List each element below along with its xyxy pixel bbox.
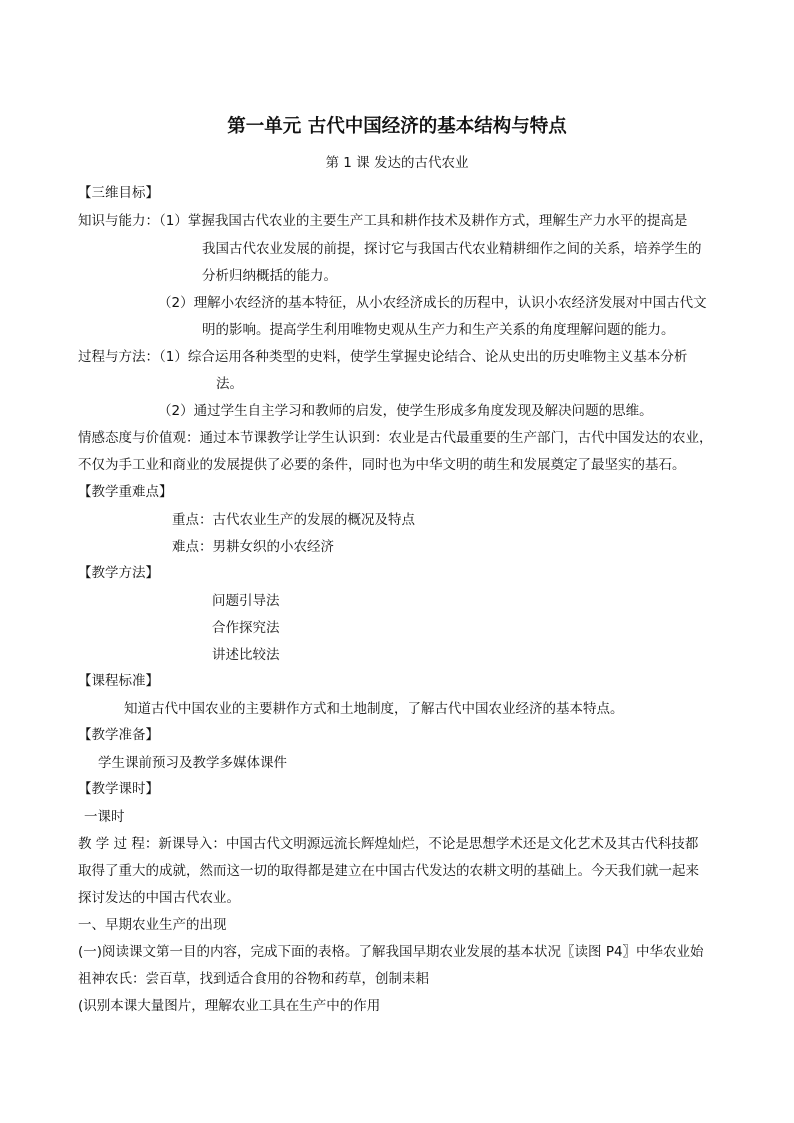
knowledge-goal-1-line-2: 我国古代农业发展的前提，探讨它与我国古代农业精耕细作之间的关系，培养学生的 bbox=[202, 241, 702, 257]
lesson-subtitle: 第 1 课 发达的古代农业 bbox=[325, 155, 469, 171]
standard-text: 知道古代中国农业的主要耕作方式和土地制度，了解古代中国农业经济的基本特点。 bbox=[124, 701, 624, 717]
process-goal-1-line-1: 过程与方法：（1）综合运用各种类型的史料，使学生掌握史论结合、论从史出的历史唯物主义基本分析 bbox=[78, 349, 688, 365]
method-heading: 【教学方法】 bbox=[78, 565, 159, 581]
emotion-goal-line-1: 情感态度与价值观：通过本节课教学让学生认识到：农业是古代最重要的生产部门，古代中国发达的农业， bbox=[78, 430, 713, 446]
key-points-heading: 【教学重难点】 bbox=[78, 484, 173, 500]
knowledge-goal-1-line-1: 知识与能力：（1）掌握我国古代农业的主要生产工具和耕作技术及耕作方式，理解生产力水平的提高是 bbox=[78, 213, 688, 229]
key-point: 重点：古代农业生产的发展的概况及特点 bbox=[172, 512, 415, 528]
method-item: 合作探究法 bbox=[212, 620, 280, 636]
knowledge-goal-2-line-1: （2）理解小农经济的基本特征，从小农经济成长的历程中，认识小农经济发展对中国古代文 bbox=[158, 295, 707, 311]
part-1-line-1: (一)阅读课文第一目的内容，完成下面的表格。了解我国早期农业发展的基本状况〖读图 P4〗中华农业始 bbox=[78, 944, 704, 960]
knowledge-goal-1-line-3: 分析归纳概括的能力。 bbox=[202, 268, 337, 284]
process-goal-1-line-2: 法。 bbox=[216, 376, 243, 392]
emotion-goal-line-2: 不仅为手工业和商业的发展提供了必要的条件，同时也为中华文明的萌生和发展奠定了最坚实的基石。 bbox=[78, 457, 686, 473]
standard-heading: 【课程标准】 bbox=[78, 673, 159, 689]
part-1-line-3: (识别本课大量图片，理解农业工具在生产中的作用 bbox=[78, 998, 381, 1014]
process-goal-2: （2）通过学生自主学习和教师的启发，使学生形成多角度发现及解决问题的思维。 bbox=[158, 403, 653, 419]
hours-heading: 【教学课时】 bbox=[78, 781, 159, 797]
difficult-point: 难点：男耕女织的小农经济 bbox=[172, 539, 334, 555]
hours-text: 一课时 bbox=[84, 809, 125, 825]
knowledge-goal-2-line-2: 明的影响。提高学生利用唯物史观从生产力和生产关系的角度理解问题的能力。 bbox=[202, 322, 675, 338]
part-1-line-2: 祖神农氏：尝百草，找到适合食用的谷物和药草，创制耒耜 bbox=[78, 971, 429, 987]
method-item: 讲述比较法 bbox=[212, 647, 280, 663]
preparation-text: 学生课前预习及教学多媒体课件 bbox=[98, 755, 287, 771]
part-1-heading: 一、早期农业生产的出现 bbox=[78, 917, 227, 933]
goals-heading: 【三维目标】 bbox=[78, 185, 159, 201]
teaching-process-line-1: 教 学 过 程：新课导入：中国古代文明源远流长辉煌灿烂，不论是思想学术还是文化艺术及其古代科技都 bbox=[78, 836, 699, 852]
preparation-heading: 【教学准备】 bbox=[78, 727, 159, 743]
teaching-process-line-3: 探讨发达的中国古代农业。 bbox=[78, 890, 240, 906]
method-item: 问题引导法 bbox=[212, 593, 280, 609]
teaching-process-line-2: 取得了重大的成就，然而这一切的取得都是建立在中国古代发达的农耕文明的基础上。今天我们就一起来 bbox=[78, 863, 699, 879]
page-title: 第一单元 古代中国经济的基本结构与特点 bbox=[227, 116, 567, 137]
